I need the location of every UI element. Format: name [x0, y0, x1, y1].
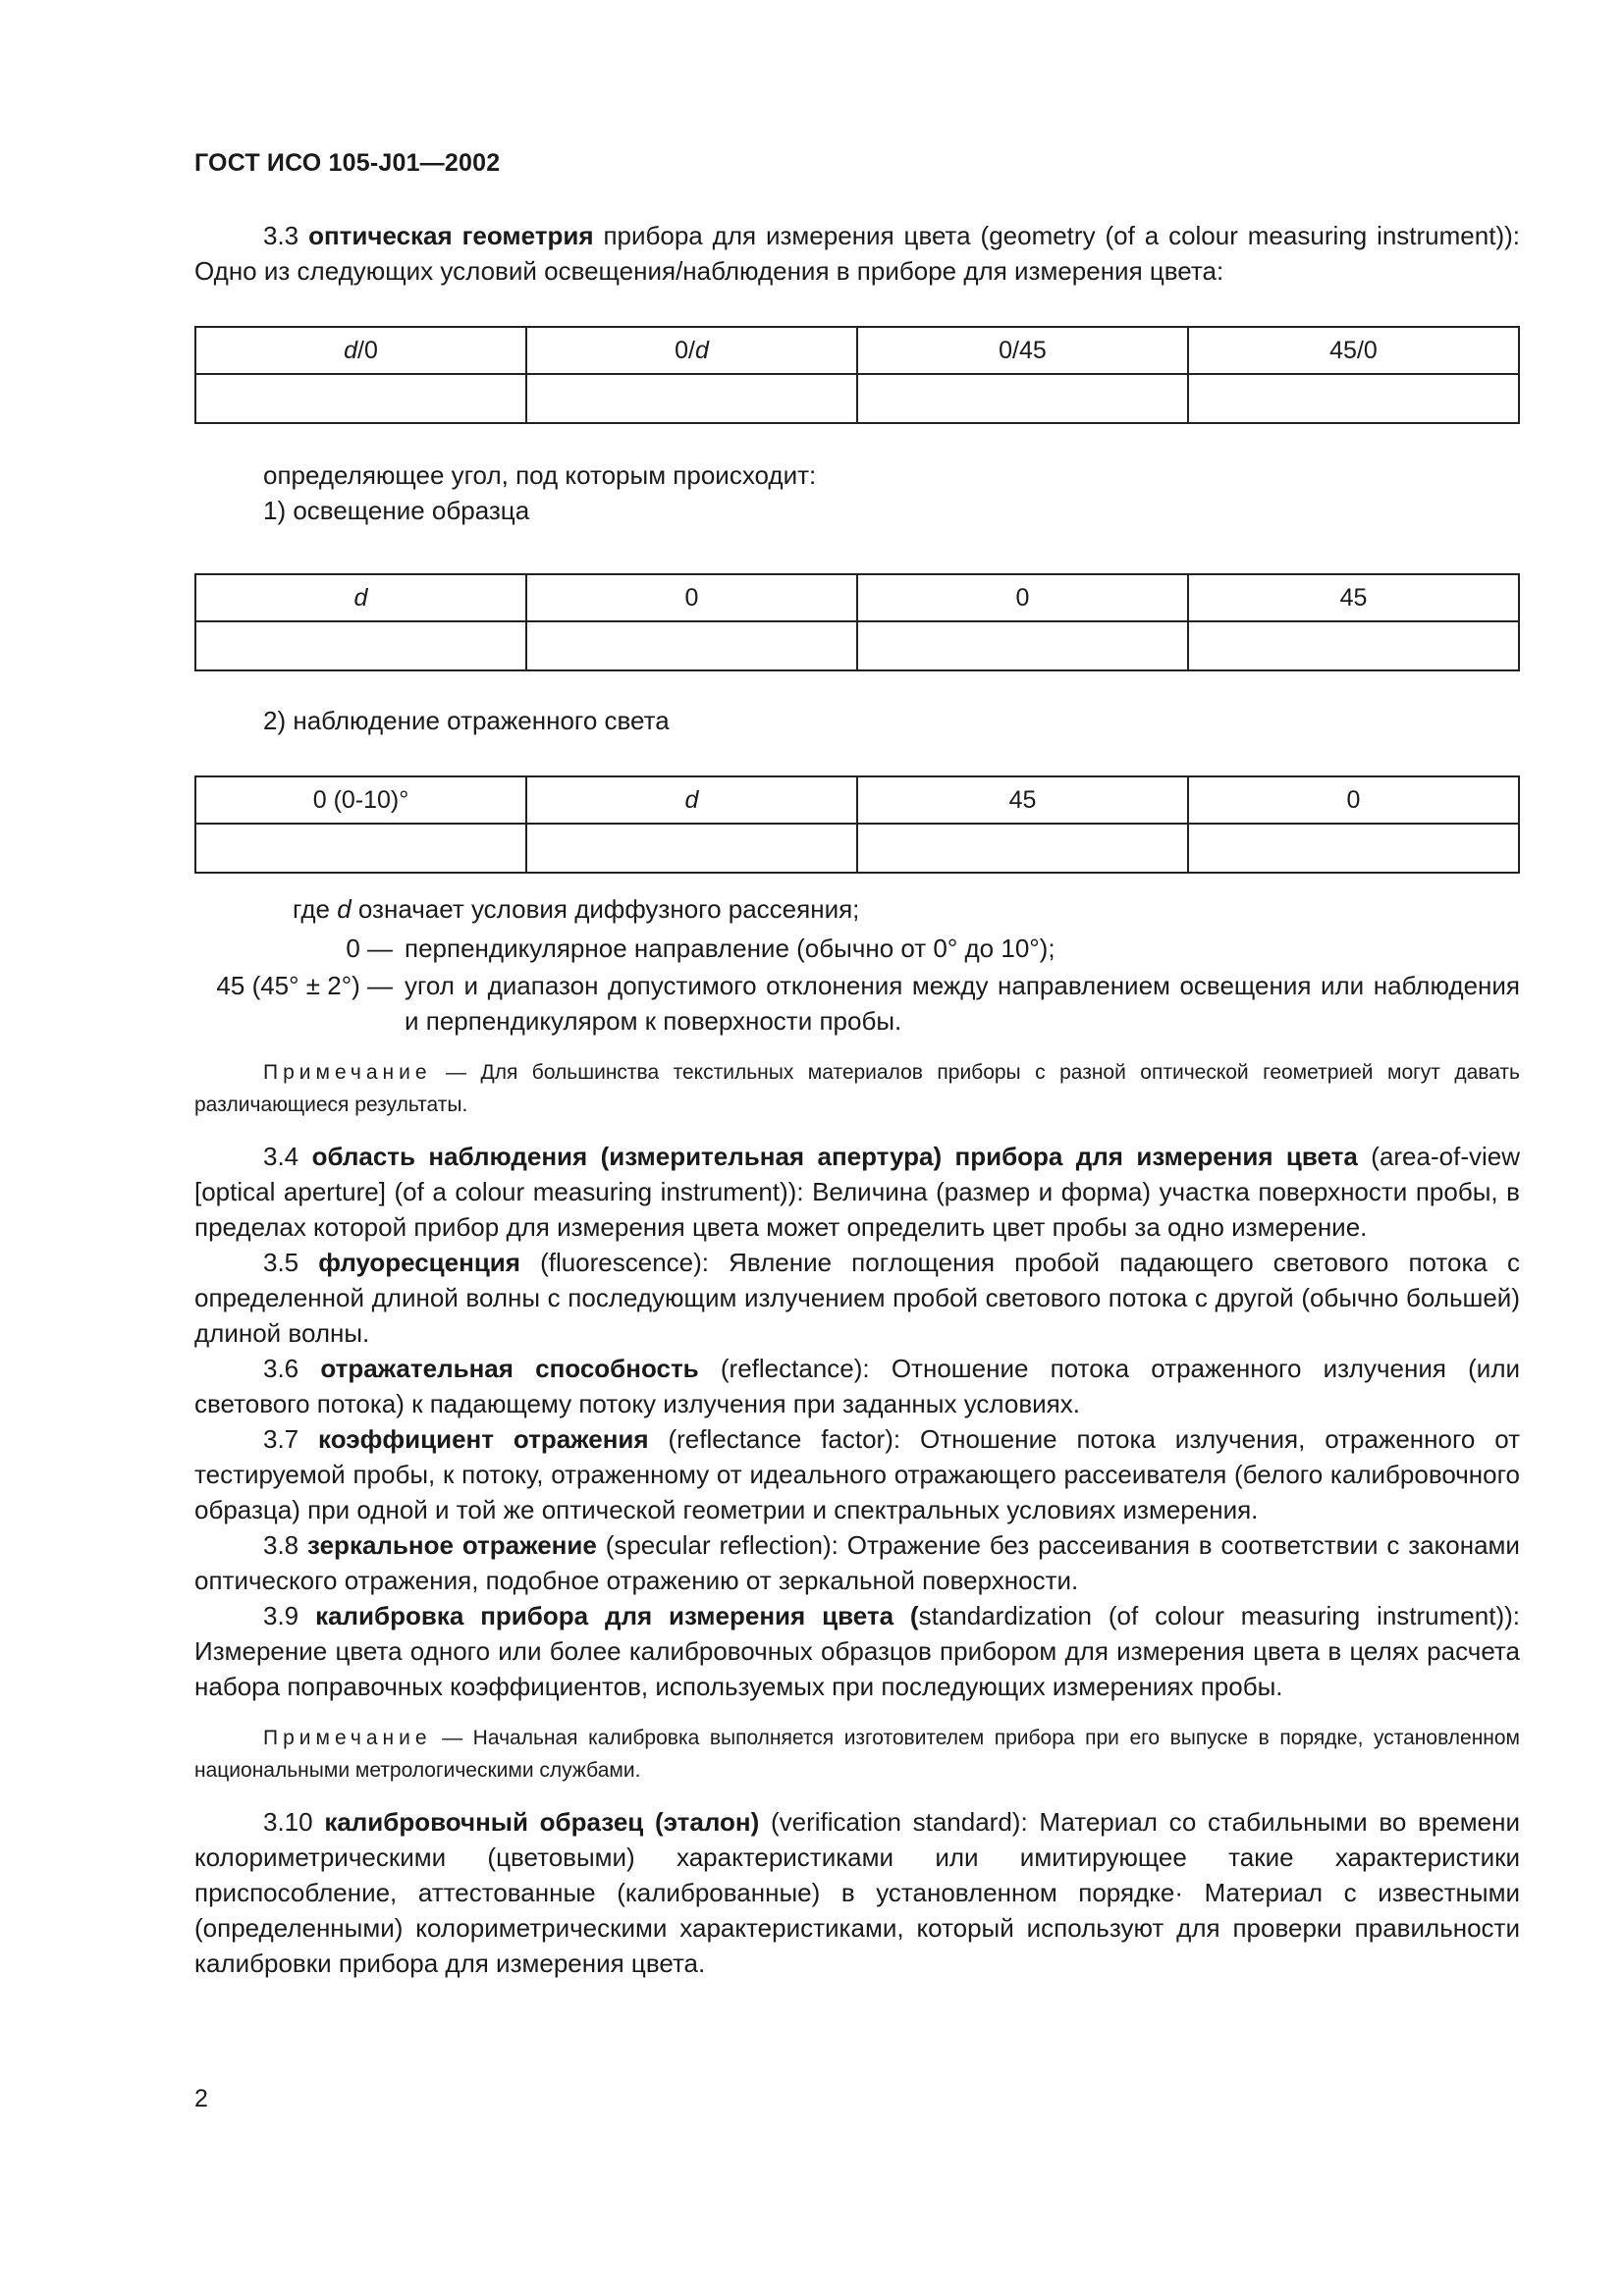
symbol-definitions — [194, 889, 1520, 1039]
table-row-empty — [195, 621, 1519, 670]
geometry-table — [194, 326, 1520, 424]
table-cell: 0/d — [526, 327, 857, 374]
section-3-3 — [194, 218, 1520, 289]
section-3-6: 3.6 отражательная способность (reflectance): Отношение потока отраженного излучения (или светового потока) к падающему потоку излучения при заданных условиях. — [194, 1354, 1521, 1418]
table-cell: d/0 — [195, 327, 526, 374]
table-cell: d — [195, 574, 526, 621]
table-cell: d — [526, 776, 857, 824]
table-cell: 0 (0-10)° — [195, 776, 526, 824]
table-cell: 0/45 — [857, 327, 1188, 374]
section-3-5: 3.5 флуоресценция (fluorescence): Явление поглощения пробой падающего светового потока с определенной длиной волны с последующим излучением пробой светового потока с другой (обычно большей) длиной волны. — [194, 1248, 1520, 1348]
note-label: Примечание — [263, 1061, 432, 1084]
note-2 — [194, 1722, 1520, 1787]
table-cell: 0 — [1188, 776, 1519, 824]
page-number: 2 — [194, 2085, 208, 2112]
table-cell: 45 — [857, 776, 1188, 824]
observation-table — [194, 775, 1520, 874]
definition-d: где d означает условия диффузного рассеяния; — [293, 894, 860, 924]
section-number: 3.3 — [263, 221, 299, 250]
note-text: — Начальная калибровка выполняется изготовителем прибора при его выпуске в порядке, установленном национальными метрологическими службами. — [194, 1727, 1520, 1782]
illumination-table — [194, 573, 1520, 671]
section-3-8: 3.8 зеркальное отражение (specular reflection): Отражение без рассеивания в соответствии с законами оптического отражения, подобное отражению от зеркальной поверхности. — [194, 1530, 1520, 1595]
section-term: оптическая геометрия — [308, 221, 594, 250]
observation-heading: 2) наблюдение отраженного света — [263, 706, 670, 735]
section-3-4: 3.4 область наблюдения (измерительная апертура) прибора для измерения цвета (area-of-view [optical aperture] (of a colour measuring instrument)): Величина (размер и форма) участка поверхности пробы, в пределах которой прибор для измерения цвета может определить цвет пробы за одно измерение. — [194, 1142, 1520, 1242]
definition-zero: 0 — перпендикулярное направление (обычно от 0° до 10°); — [346, 934, 1056, 963]
table-row-empty — [195, 374, 1519, 423]
table-row — [195, 574, 1519, 621]
table-row — [195, 776, 1519, 824]
note-text: — Для большинства текстильных материалов приборы с разной оптической геометрией могут давать различающиеся результаты. — [194, 1061, 1520, 1116]
intro-line: определяющее угол, под которым происходит: — [263, 460, 817, 490]
section-3-10: 3.10 калибровочный образец (эталон) (verification standard): Материал со стабильными во времени колориметрическими (цветовыми) характеристиками или имитирующее такие характеристики приспособление, аттестованные (калиброванные) в установленном порядке· Материал с известными (определенными) колориметрическими характеристиками, который используют для проверки правильности калибровки прибора для измерения цвета. — [194, 1807, 1521, 1978]
table-cell: 45 — [1188, 574, 1519, 621]
illumination-heading: 1) освещение образца — [263, 496, 530, 525]
note-1 — [194, 1056, 1520, 1121]
section-3-9: 3.9 калибровка прибора для измерения цвета (standardization (of colour measuring instrument)): Измерение цвета одного или более калибровочных образцов прибором для измерения цвета в целях расчета набора поправочных коэффициентов, используемых при последующих измерениях пробы. — [194, 1601, 1520, 1701]
definition-45: 45 (45° ± 2°) — угол и диапазон допустимого отклонения между направлением освещения или наблюдения и перпендикуляром к поверхности пробы. — [216, 971, 1520, 1036]
note-label: Примечание — [263, 1727, 432, 1749]
section-3-7: 3.7 коэффициент отражения (reflectance factor): Отношение потока излучения, отраженного от тестируемой пробы, к потоку, отраженному от идеального отражающего рассеивателя (белого калибровочного образца) при одной и той же оптической геометрии и спектральных условиях измерения. — [194, 1424, 1521, 1524]
table-cell: 0 — [526, 574, 857, 621]
table-row-empty — [195, 824, 1519, 873]
table-cell: 45/0 — [1188, 327, 1519, 374]
table-cell: 0 — [857, 574, 1188, 621]
page-content — [194, 218, 1520, 1981]
table-row — [195, 327, 1519, 374]
section-text: прибора для измерения цвета (geometry (of a colour measuring instrument)): Одно из следующих условий освещения/наблюдения в приборе для измерения цвета: — [194, 221, 1520, 286]
document-code-header: ГОСТ ИСО 105-J01—2002 — [194, 149, 501, 177]
